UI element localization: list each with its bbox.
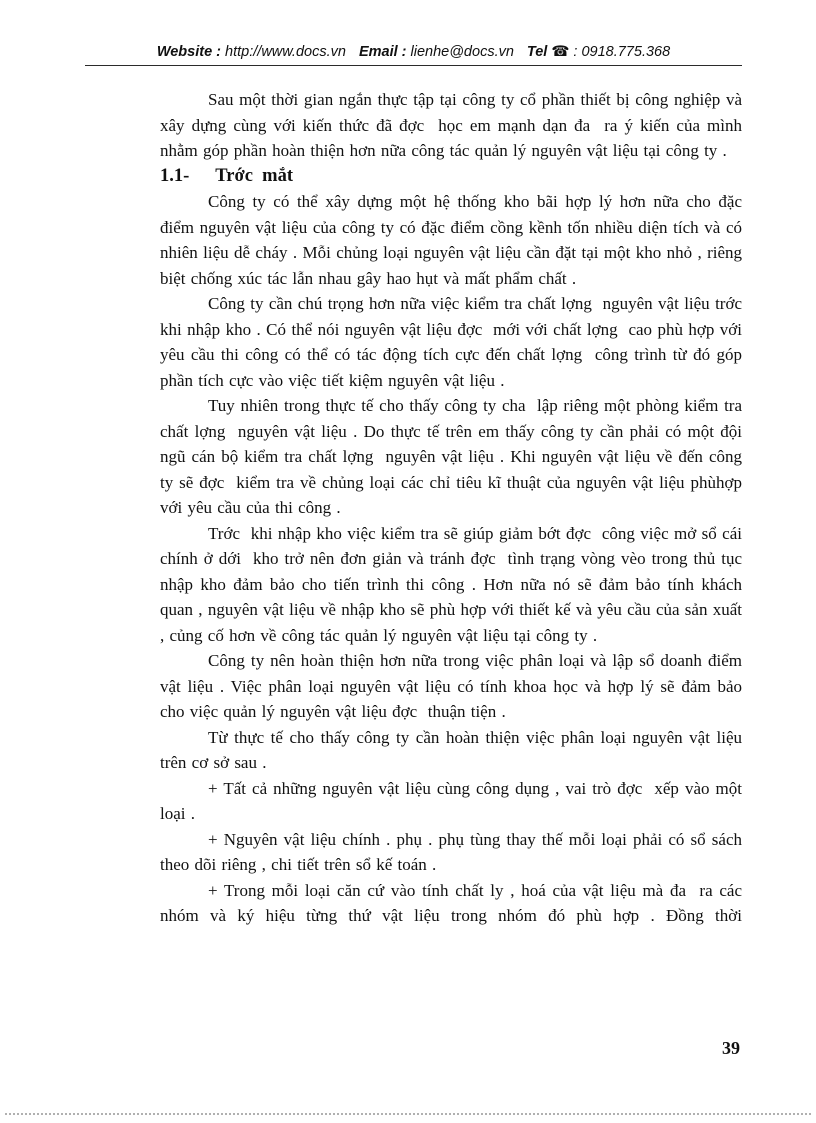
page-number: 39 bbox=[722, 1038, 740, 1058]
section-heading bbox=[160, 164, 742, 190]
tel-number: : 0918.775.368 bbox=[573, 44, 671, 60]
page-header bbox=[85, 43, 742, 66]
bullet-paragraph: + Trong mỗi loại căn cứ vào tính chất ly , hoá của vật liệu mà đa ra các nhóm và ký hiệu từng thứ vật liệu trong nhóm đó phù hợp . Đồng thời bbox=[160, 880, 748, 925]
section-title: Trớc mắt bbox=[215, 165, 294, 186]
section-number: 1.1- bbox=[160, 165, 190, 186]
footer-dotted-line bbox=[5, 1113, 811, 1115]
email-label: Email : bbox=[358, 44, 407, 60]
paragraph-intro: Sau một thời gian ngắn thực tập tại công ty cổ phần thiết bị công nghiệp và xây dựng cùng với kiến thức đã đợc học em mạnh dạn đa ra ý kiến của mình nhằm góp phần hoàn thiện hơn nữa công tác quản lý nguyên vật liệu tại công ty . bbox=[160, 90, 748, 160]
bullet-paragraph: + Nguyên vật liệu chính . phụ . phụ tùng thay thế mỗi loại phải có sổ sách theo dõi riêng , chi tiết trên sổ kế toán . bbox=[160, 829, 748, 874]
paragraph: Công ty có thể xây dựng một hệ thống kho bãi hợp lý hơn nữa cho đặc điểm nguyên vật liệu của công ty có đặc điểm cồng kềnh tốn nhiều diện tích và có nhiên liệu dễ cháy . Mỗi chủng loại nguyên vật liệu cần đặt tại một kho nhỏ , riêng biệt chống xúc tác lẫn nhau gây hao hụt và mất phẩm chất . bbox=[160, 192, 748, 288]
website-url: http://www.docs.vn bbox=[225, 44, 346, 60]
paragraph: Từ thực tế cho thấy công ty cần hoàn thiện việc phân loại nguyên vật liệu trên cơ sở sau . bbox=[160, 727, 748, 772]
paragraph: Trớc khi nhập kho việc kiểm tra sẽ giúp giảm bớt đợc công việc mở sổ cái chính ở dới kho trở nên đơn giản và tránh đợc tình trạng vòng vèo trong thủ tục nhập kho đảm bảo cho tiến trình thi công . Hơn nữa nó sẽ đảm bảo tính khách quan , nguyên vật liệu về nhập kho sẽ phù hợp với thiết kế và yêu cầu của sản xuất , củng cố hơn về công tác quản lý nguyên vật liệu tại công ty . bbox=[160, 523, 748, 645]
email-address: lienhe@docs.vn bbox=[410, 44, 514, 60]
website-label: Website : bbox=[156, 44, 222, 60]
phone-icon: ☎ bbox=[551, 44, 570, 60]
tel-label: Tel bbox=[526, 44, 548, 60]
paragraph: Công ty cần chú trọng hơn nữa việc kiểm tra chất lợng nguyên vật liệu trớc khi nhập kho . Có thể nói nguyên vật liệu đợc mới với chất lợng cao phù hợp với yêu cầu thi công có thể có tác động tích cực đến chất lợng công trình từ đó góp phần tích cực vào việc tiết kiệm nguyên vật liệu . bbox=[160, 294, 753, 390]
document-body bbox=[160, 87, 753, 929]
bullet-paragraph: + Tất cả những nguyên vật liệu cùng công dụng , vai trò đợc xếp vào một loại . bbox=[160, 778, 748, 823]
paragraph: Công ty nên hoàn thiện hơn nữa trong việc phân loại và lập sổ doanh điểm vật liệu . Việc phân loại nguyên vật liệu có tính khoa học và hợp lý sẽ đảm bảo cho việc quản lý nguyên vật liệu đợc thuận tiện . bbox=[160, 651, 748, 721]
paragraph: Tuy nhiên trong thực tế cho thấy công ty cha lập riêng một phòng kiểm tra chất lợng nguyên vật liệu . Do thực tế trên em thấy công ty cần phải có một đội ngũ cán bộ kiểm tra chất lợng nguyên vật liệu . Khi nguyên vật liệu về đến công ty sẽ đợc kiểm tra về chủng loại các chỉ tiêu kĩ thuật của nguyên vật liệu phùhợp với yêu cầu của thi công . bbox=[160, 396, 748, 517]
